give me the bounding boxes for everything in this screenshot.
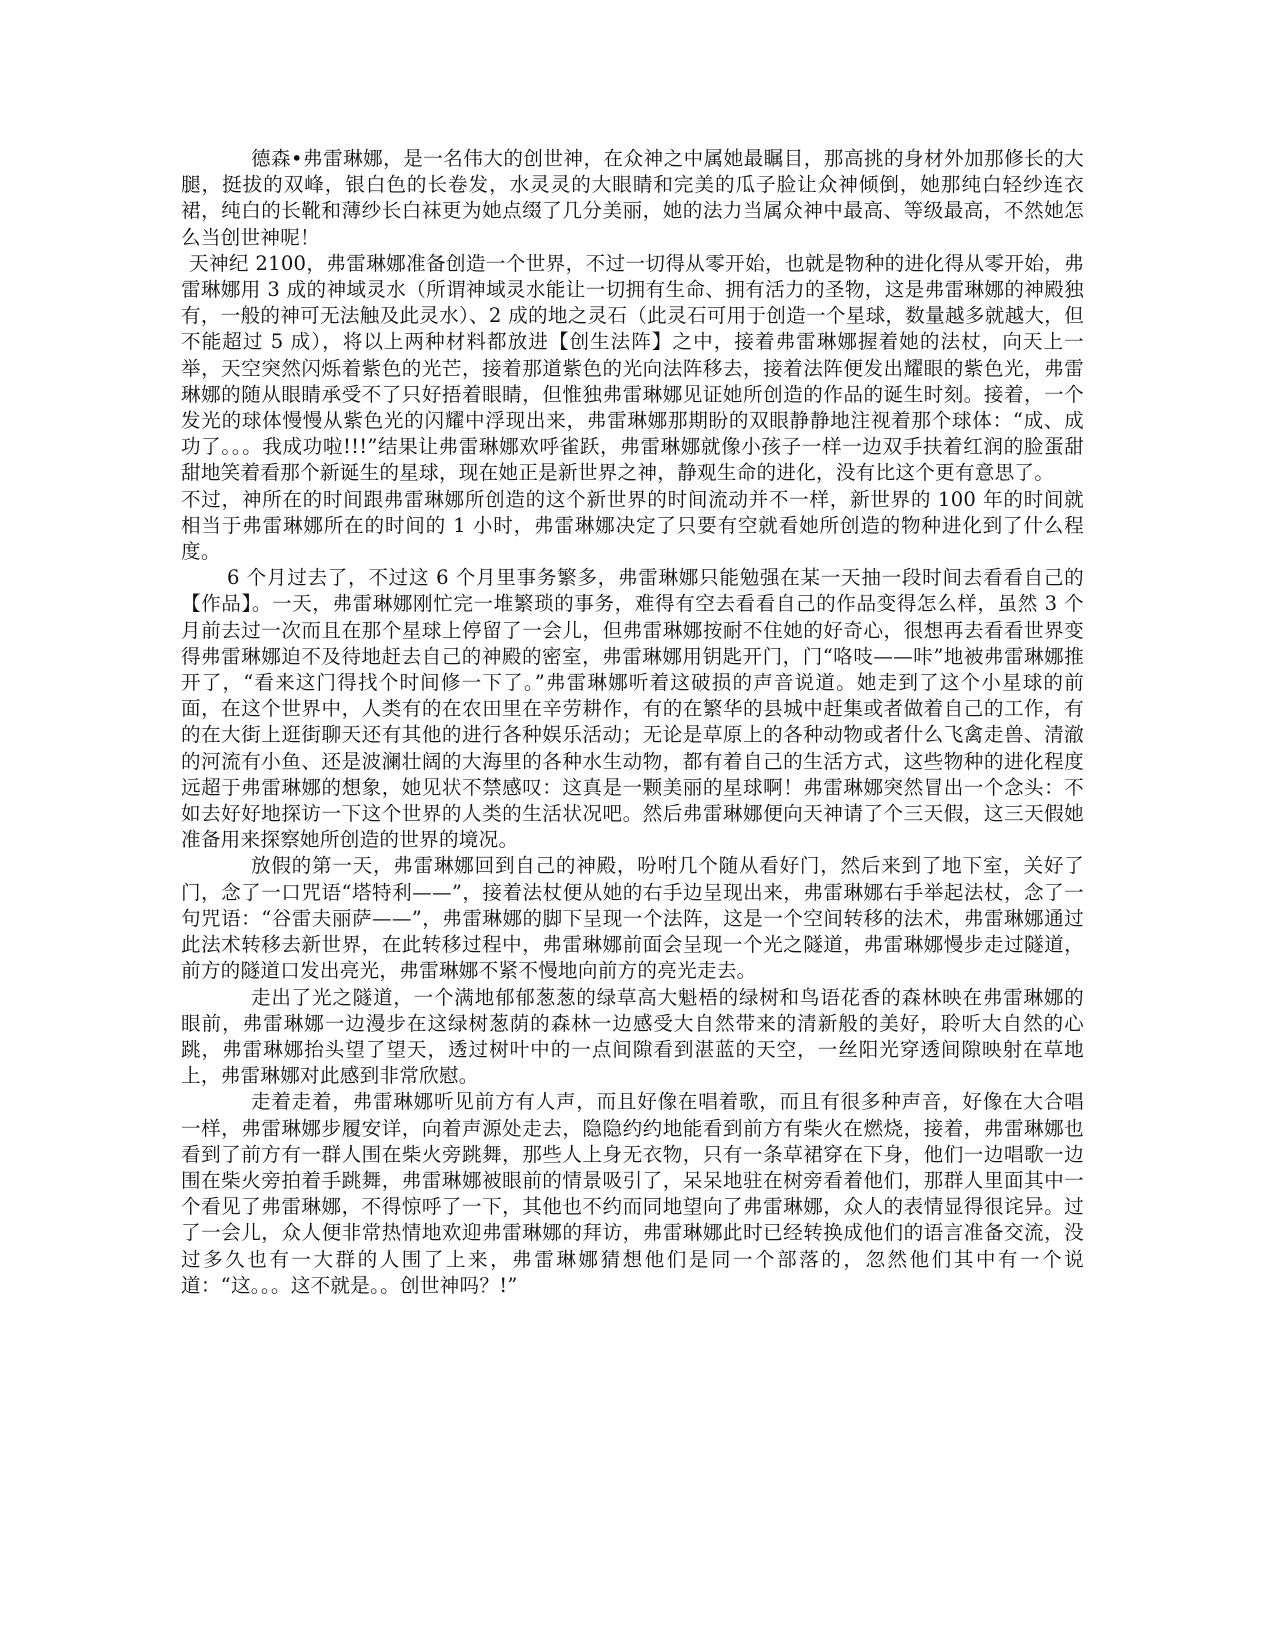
document-body (181, 146, 1084, 1299)
paragraph-1: 德森•弗雷琳娜，是一名伟大的创世神，在众神之中属她最瞩目，那高挑的身材外加那修长的大腿，挺拔的双峰，银白色的长卷发，水灵灵的大眼睛和完美的瓜子脸让众神倾倒，她那纯白轻纱连衣裙，纯白的长靴和薄纱长白袜更为她点缀了几分美丽，她的法力当属众神中最高、等级最高，不然她怎么当创世神呢！ (181, 147, 1084, 249)
paragraph-6: 走出了光之隧道，一个满地郁郁葱葱的绿草高大魁梧的绿树和鸟语花香的森林映在弗雷琳娜的眼前，弗雷琳娜一边漫步在这绿树葱荫的森林一边感受大自然带来的清新般的美好，聆听大自然的心跳，弗雷琳娜抬头望了望天，透过树叶中的一点间隙看到湛蓝的天空，一丝阳光穿透间隙映射在草地上，弗雷琳娜对此感到非常欣慰。 (181, 985, 1084, 1088)
paragraph-3: 不过，神所在的时间跟弗雷琳娜所创造的这个新世界的时间流动并不一样，新世界的 100 年的时间就相当于弗雷琳娜所在的时间的 1 小时，弗雷琳娜决定了只要有空就看她所创造的物种进化到了什么程度。 (181, 487, 1084, 564)
paragraph-4: 6 个月过去了，不过这 6 个月里事务繁多，弗雷琳娜只能勉强在某一天抽一段时间去看看自己的【作品】。一天，弗雷琳娜刚忙完一堆繁琐的事务，难得有空去看看自己的作品变得怎么样，虽然 3 个月前去过一次而且在那个星球上停留了一会儿，但弗雷琳娜按耐不住她的好奇心，很想再去看看世界变得弗雷琳娜迫不及待地赶去自己的神殿的密室，弗雷琳娜用钥匙开门，门“咯吱——咔”地被弗雷琳娜推开了，“看来这门得找个时间修一下了。”弗雷琳娜听着这破损的声音说道。她走到了这个小星球的前面，在这个世界中，人类有的在农田里在辛劳耕作，有的在繁华的县城中赶集或者做着自己的工作，有的在大街上逛街聊天还有其他的进行各种娱乐活动；无论是草原上的各种动物或者什么飞禽走兽、清澈的河流有小鱼、还是波澜壮阔的大海里的各种水生动物，都有着自己的生活方式，这些物种的进化程度远超于弗雷琳娜的想象，她见状不禁感叹：这真是一颗美丽的星球啊！弗雷琳娜突然冒出一个念头：不如去好好地探访一下这个世界的人类的生活状况吧。然后弗雷琳娜便向天神请了个三天假，这三天假她准备用来探察她所创造的世界的境况。 (181, 566, 1084, 852)
paragraph-7: 走着走着，弗雷琳娜听见前方有人声，而且好像在唱着歌，而且有很多种声音，好像在大合唱一样，弗雷琳娜步履安详，向着声源处走去，隐隐约约地能看到前方有柴火在燃烧，接着，弗雷琳娜也看到了前方有一群人围在柴火旁跳舞，那些人上身无衣物，只有一条草裙穿在下身，他们一边唱歌一边围在柴火旁拍着手跳舞，弗雷琳娜被眼前的情景吸引了，呆呆地驻在树旁看着他们，那群人里面其中一个看见了弗雷琳娜，不得惊呼了一下，其他也不约而同地望向了弗雷琳娜，众人的表情显得很诧异。过了一会儿，众人便非常热情地欢迎弗雷琳娜的拜访，弗雷琳娜此时已经转换成他们的语言准备交流，没过多久也有一大群的人围了上来，弗雷琳娜猜想他们是同一个部落的，忽然他们其中有一个说道：“这。。。这不就是。。创世神吗？!” (181, 1090, 1084, 1297)
paragraph-5: 放假的第一天，弗雷琳娜回到自己的神殿，吩咐几个随从看好门，然后来到了地下室，关好了门，念了一口咒语“塔特利——”，接着法杖便从她的右手边呈现出来，弗雷琳娜右手举起法杖，念了一句咒语：“谷雷夫丽萨——”，弗雷琳娜的脚下呈现一个法阵，这是一个空间转移的法术，弗雷琳娜通过此法术转移去新世界，在此转移过程中，弗雷琳娜前面会呈现一个光之隧道，弗雷琳娜慢步走过隧道，前方的隧道口发出亮光，弗雷琳娜不紧不慢地向前方的亮光走去。 (181, 854, 1084, 983)
paragraph-2: 天神纪 2100，弗雷琳娜准备创造一个世界，不过一切得从零开始，也就是物种的进化得从零开始，弗雷琳娜用 3 成的神域灵水（所谓神域灵水能让一切拥有生命、拥有活力的圣物，这是弗雷琳娜的神殿独有，一般的神可无法触及此灵水）、2 成的地之灵石（此灵石可用于创造一个星球，数量越多就越大，但不能超过 5 成），将以上两种材料都放进【创生法阵】之中，接着弗雷琳娜握着她的法杖，向天上一举，天空突然闪烁着紫色的光芒，接着那道紫色的光向法阵移去，接着法阵便发出耀眼的紫色光，弗雷琳娜的随从眼睛承受不了只好捂着眼睛，但惟独弗雷琳娜见证她所创造的作品的诞生时刻。接着，一个发光的球体慢慢从紫色光的闪耀中浮现出来，弗雷琳娜那期盼的双眼静静地注视着那个球体：“成、成功了。。。我成功啦!!!”结果让弗雷琳娜欢呼雀跃，弗雷琳娜就像小孩子一样一边双手扶着红润的脸蛋甜甜地笑着看那个新诞生的星球，现在她正是新世界之神，静观生命的进化，没有比这个更有意思了。 (181, 251, 1084, 485)
